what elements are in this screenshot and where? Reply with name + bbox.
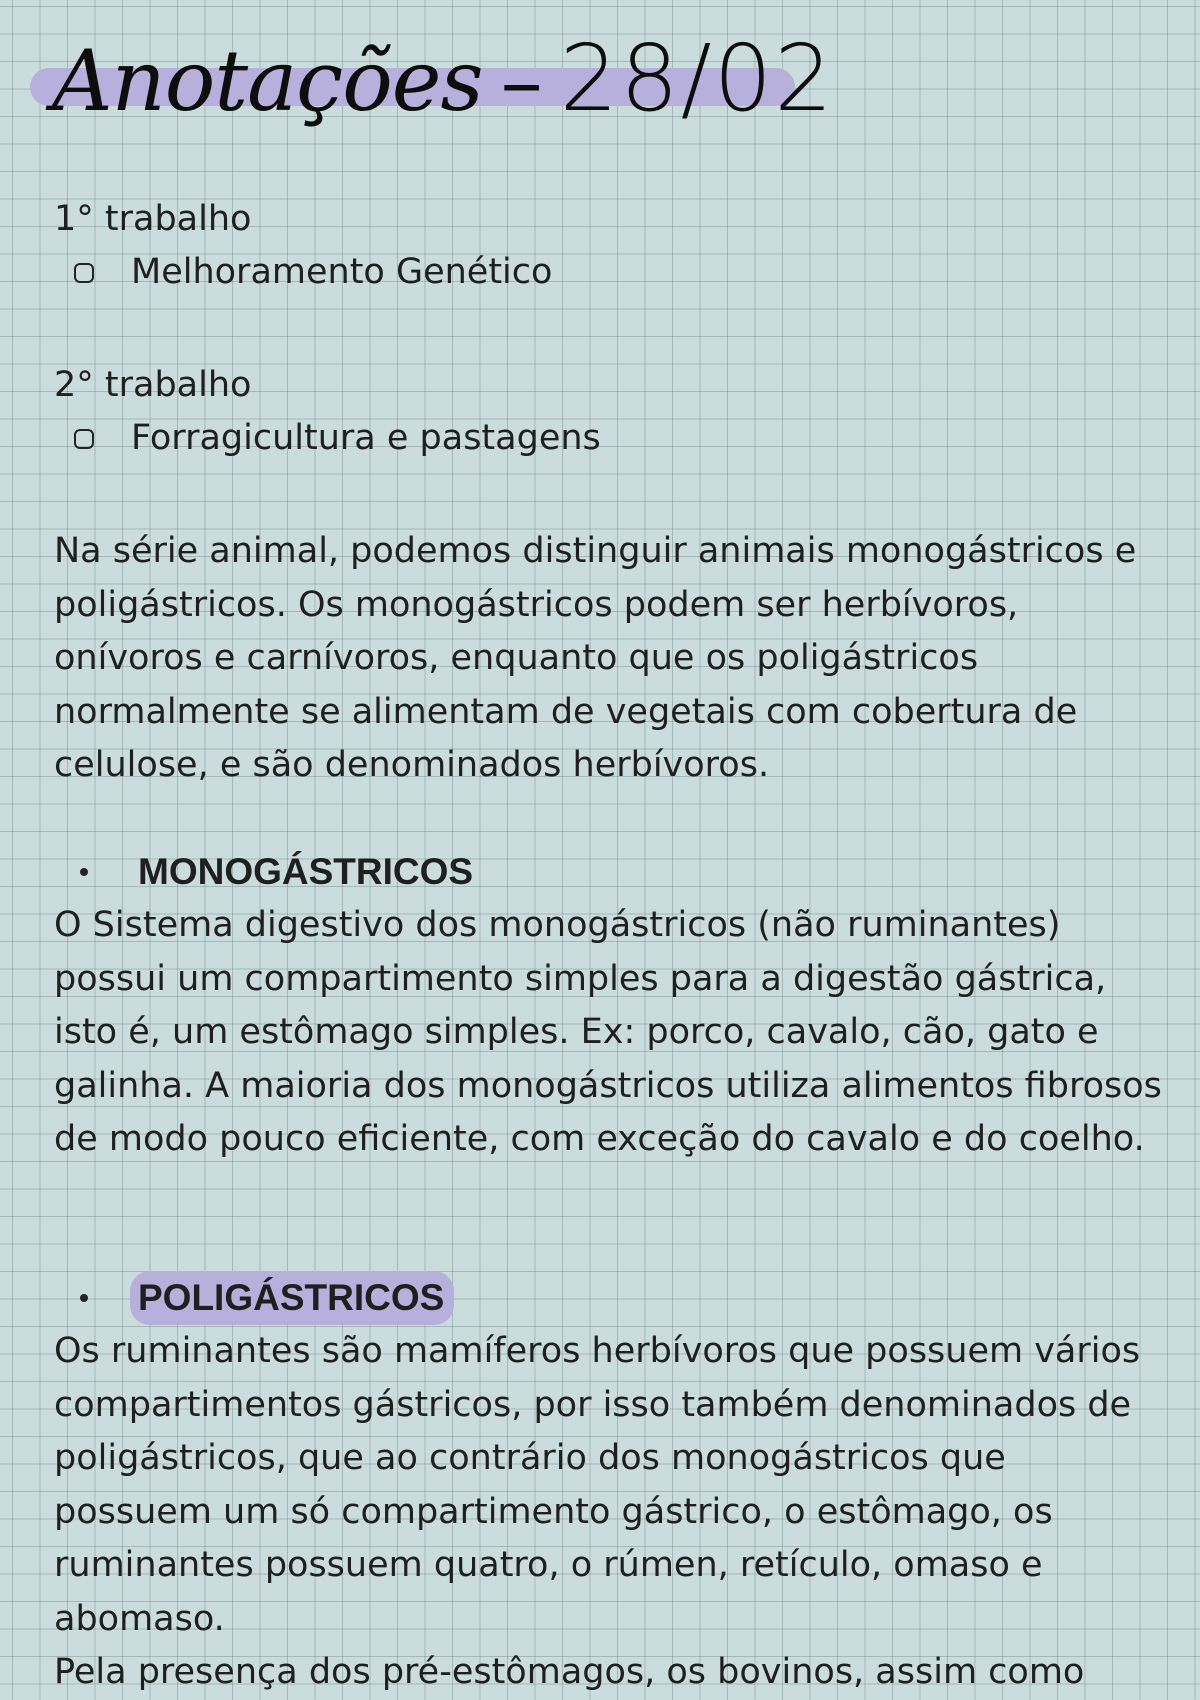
section-heading-monogastricos — [80, 845, 473, 899]
title-text: Anotações — [52, 32, 483, 130]
checkbox-icon[interactable] — [74, 429, 94, 449]
task-item-label: Forragicultura e pastagens — [131, 418, 601, 458]
title-separator: – — [500, 32, 542, 130]
title-date: 28/02 — [559, 25, 835, 132]
checkbox-icon[interactable] — [74, 263, 94, 283]
section-paragraph-monogastricos: O Sistema digestivo dos monogástricos (não ruminantes) possui um compartimento simples para a digestão gástrica, isto é, um estômago simples. Ex: porco, cavalo, cão, gato e galinha. A maioria dos monogástricos utiliza alimentos fibrosos de modo pouco eficiente, com exceção do cavalo e do coelho. — [54, 905, 1162, 1159]
task-heading-2: 2° trabalho — [54, 365, 252, 405]
section-heading-label: MONOGÁSTRICOS — [138, 851, 474, 892]
intro-paragraph: Na série animal, podemos distinguir animais monogástricos e poligástricos. Os monogástricos podem ser herbívoros, onívoros e carnívoros, enquanto que os poligástricos normalmente se alimentam de vegetais com cobertura de celulose, e são denominados herbívoros. — [54, 531, 1137, 785]
task-item-1 — [74, 246, 552, 300]
section-heading-label: POLIGÁSTRICOS — [130, 1271, 454, 1325]
task-item-label: Melhoramento Genético — [131, 252, 553, 292]
task-heading-1: 1° trabalho — [54, 199, 252, 239]
task-item-2 — [74, 412, 601, 466]
bullet-icon — [80, 1294, 88, 1302]
section-paragraph-poligastricos: Os ruminantes são mamíferos herbívoros que possuem vários compartimentos gástricos, por isso também denominados de poligástricos, que ao contrário dos monogástricos que possuem um só compartimento gástrico, o estômago, os ruminantes possuem quatro, o rúmen, retículo, omaso e abomaso. — [54, 1331, 1141, 1639]
page-title — [30, 22, 835, 152]
section-heading-poligastricos — [80, 1271, 454, 1325]
section-paragraph-continuation: Pela presença dos pré-estômagos, os bovinos, assim como — [54, 1652, 1085, 1692]
bullet-icon — [80, 868, 88, 876]
